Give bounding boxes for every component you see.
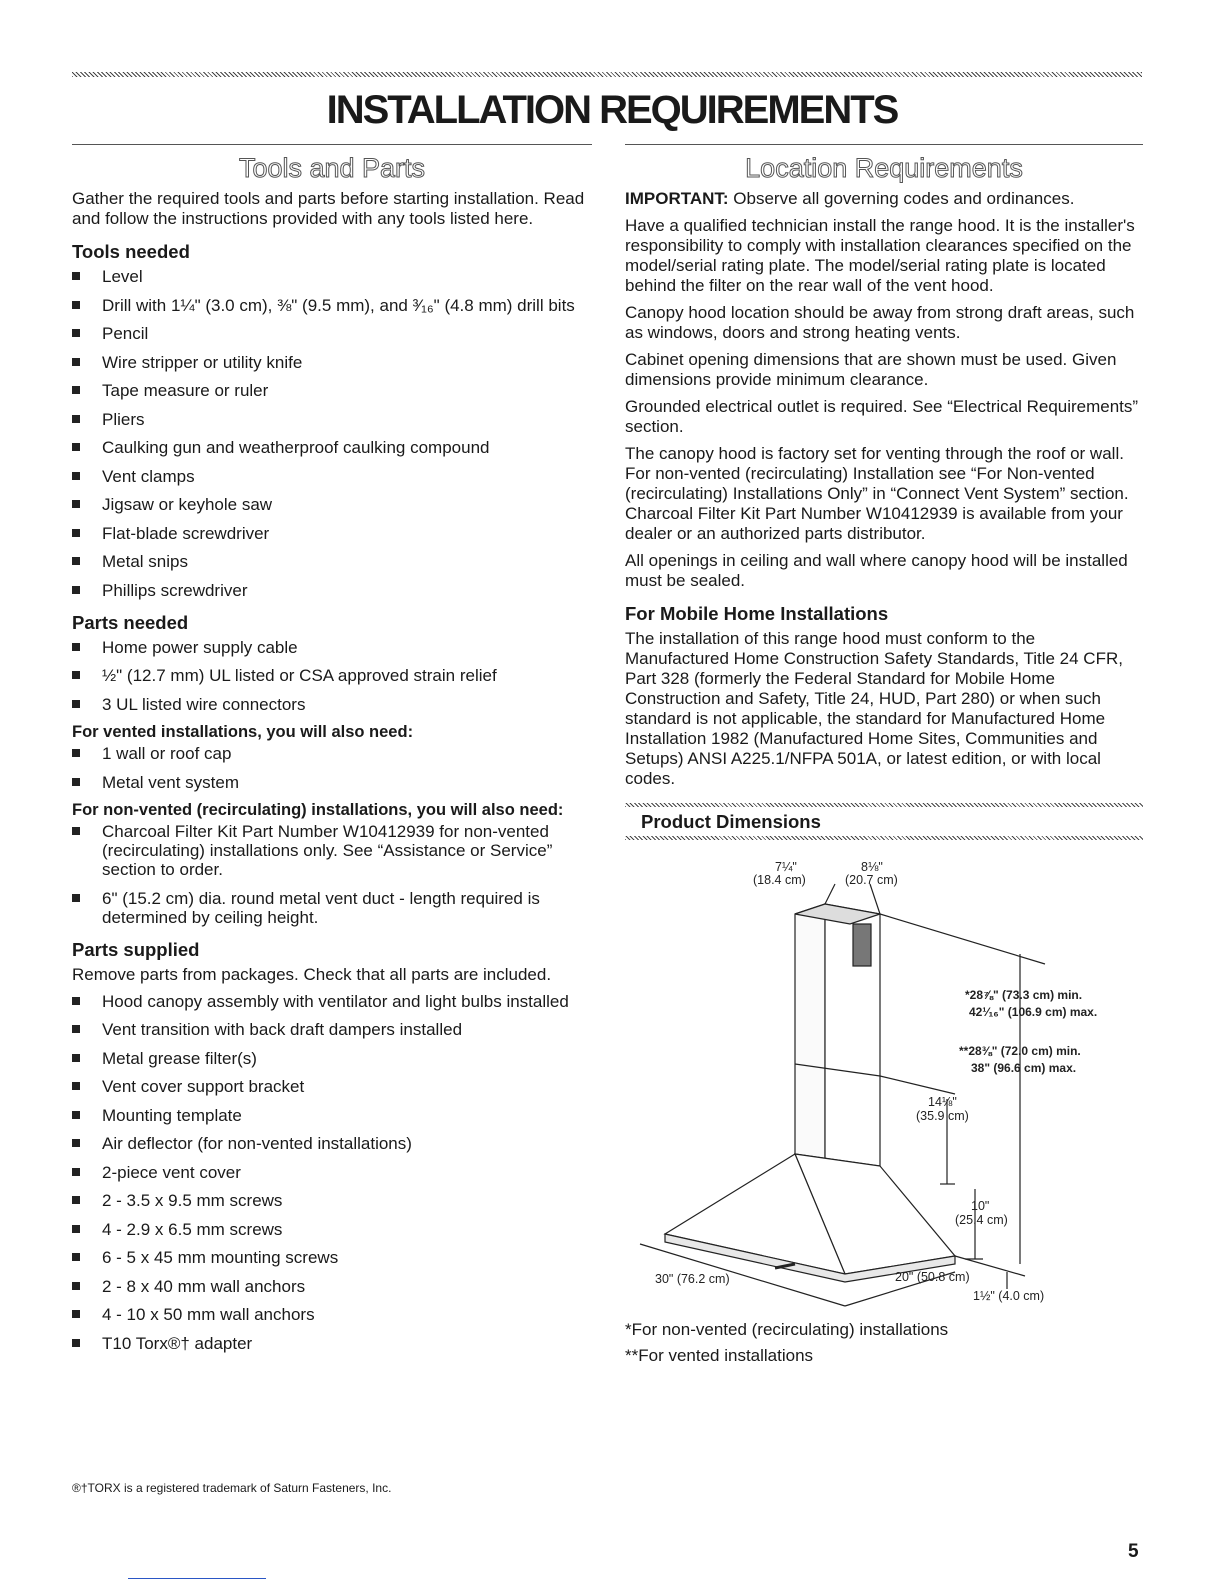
location-paragraph: Have a qualified technician install the range hood. It is the installer's responsibility to comply with installation clearances specified on the model/serial rating plate. The model/serial rating plate is located behind the filter on the rear wall of the vent hood. [625, 216, 1135, 295]
product-dimensions-section [625, 803, 1143, 1366]
part-needed-item: ½" (12.7 mm) UL listed or CSA approved strain relief [72, 666, 592, 685]
chimney-width-cm: (20.7 cm) [845, 873, 898, 887]
tools-needed-heading: Tools needed [72, 241, 190, 262]
supplied-part-item: 6 - 5 x 45 mm mounting screws [72, 1248, 592, 1267]
product-dimensions-title: Product Dimensions [641, 811, 821, 832]
canopy-height-in: 14⅛" [928, 1095, 957, 1109]
range-hood-dimension-diagram [625, 844, 1143, 1314]
nonvented-max-label: 42¹⁄₁₆" (106.9 cm) max. [969, 1005, 1098, 1019]
diagram-footnotes [625, 1320, 1143, 1366]
hatch-rule [625, 836, 1143, 840]
tool-item: Pliers [72, 410, 592, 429]
tool-item: Tape measure or ruler [72, 381, 592, 400]
supplied-part-item: 2 - 8 x 40 mm wall anchors [72, 1277, 592, 1296]
tool-item: Flat-blade screwdriver [72, 524, 592, 543]
tools-intro: Gather the required tools and parts before starting installation. Read and follow the instructions provided with any tools listed here. [72, 189, 585, 228]
location-paragraph: Cabinet opening dimensions that are shown must be used. Given dimensions provide minimum clearance. [625, 350, 1117, 389]
nonvented-needs-list [72, 822, 592, 927]
page-number: 5 [1128, 1541, 1139, 1562]
important-text: Observe all governing codes and ordinances. [728, 189, 1075, 208]
chimney-depth-cm: (18.4 cm) [753, 873, 806, 887]
nonvented-min-label: *28⅞" (73.3 cm) min. [965, 988, 1083, 1002]
chimney-width-in: 8⅛" [861, 860, 883, 874]
important-note [625, 189, 1143, 209]
nonvented-part-item: Charcoal Filter Kit Part Number W10412939 for non-vented (recirculating) installations only. See “Assistance or Service” section to order. [72, 822, 592, 879]
top-hatch-rule [72, 72, 1142, 77]
vented-part-item: Metal vent system [72, 773, 592, 792]
parts-supplied-list [72, 992, 592, 1353]
footnote-nonvented: *For non-vented (recirculating) installations [625, 1320, 949, 1339]
vented-max-label: 38" (96.6 cm) max. [971, 1061, 1077, 1075]
nonvented-part-item: 6" (15.2 cm) dia. round metal vent duct - length required is determined by ceiling height. [72, 889, 592, 927]
page-title: INSTALLATION REQUIREMENTS [326, 88, 898, 132]
tool-item: Jigsaw or keyhole saw [72, 495, 592, 514]
mobile-home-text: The installation of this range hood must conform to the Manufactured Home Construction Safety Standards, Title 24 CFR, Part 328 (formerly the Federal Standard for Mobile Home Construction and Safety, Title 24, HUD, Part 280) or when such standard is not applicable, the standard for Manufactured Home Installation 1982 (Manufactured Home Sites, Communities and Setups) ANSI A225.1/NFPA 501A, or latest edition, or with local codes. [625, 629, 1123, 788]
location-paragraph: All openings in ceiling and wall where canopy hood will be installed must be sealed. [625, 551, 1128, 590]
chimney-depth-in: 7¼" [775, 860, 797, 874]
tools-and-parts-column [72, 144, 592, 1362]
vented-part-item: 1 wall or roof cap [72, 744, 592, 763]
tool-item: Vent clamps [72, 467, 592, 486]
tool-item: Pencil [72, 324, 592, 343]
important-label: IMPORTANT: [625, 189, 729, 208]
supplied-part-item: 2 - 3.5 x 9.5 mm screws [72, 1191, 592, 1210]
tool-item: Phillips screwdriver [72, 581, 592, 600]
parts-supplied-intro: Remove parts from packages. Check that all parts are included. [72, 964, 552, 984]
tool-item: Metal snips [72, 552, 592, 571]
supplied-part-item: T10 Torx®† adapter [72, 1334, 592, 1353]
parts-needed-list [72, 638, 592, 714]
front-height-in: 10" [971, 1199, 990, 1213]
supplied-part-item: Mounting template [72, 1106, 592, 1125]
vent-grille [853, 924, 871, 966]
front-height-cm: (25.4 cm) [955, 1213, 1008, 1227]
parts-supplied-heading: Parts supplied [72, 938, 200, 960]
supplied-part-item: 2-piece vent cover [72, 1163, 592, 1182]
width-label: 30" (76.2 cm) [655, 1272, 730, 1286]
part-needed-item: Home power supply cable [72, 638, 592, 657]
vented-min-label: **28⅜" (72.0 cm) min. [959, 1044, 1081, 1058]
tool-item: Caulking gun and weatherproof caulking compound [72, 438, 592, 457]
location-paragraphs [625, 216, 1143, 591]
tool-item: Wire stripper or utility knife [72, 353, 592, 372]
rim-label: 1½" (4.0 cm) [973, 1289, 1045, 1303]
depth-label: 20" (50.8 cm) [895, 1270, 970, 1284]
supplied-part-item: Metal grease filter(s) [72, 1049, 592, 1068]
hatch-rule [625, 803, 1143, 807]
part-needed-item: 3 UL listed wire connectors [72, 695, 592, 714]
tool-item: Level [72, 267, 592, 286]
location-requirements-title: Location Requirements [745, 153, 1023, 183]
tool-item: Drill with 1¼" (3.0 cm), ⅜" (9.5 mm), and ³⁄₁₆" (4.8 mm) drill bits [72, 296, 592, 315]
column-rule [72, 144, 592, 145]
parts-needed-heading: Parts needed [72, 611, 189, 633]
nonvented-needs-heading: For non-vented (recirculating) installations, you will also need: [72, 801, 564, 819]
supplied-part-item: 4 - 2.9 x 6.5 mm screws [72, 1220, 592, 1239]
supplied-part-item: 4 - 10 x 50 mm wall anchors [72, 1305, 592, 1324]
vented-needs-heading: For vented installations, you will also need: [72, 723, 414, 741]
supplied-part-item: Air deflector (for non-vented installations) [72, 1134, 592, 1153]
vented-needs-list [72, 744, 592, 792]
location-paragraph: Canopy hood location should be away from strong draft areas, such as windows, doors and strong heating vents. [625, 303, 1135, 342]
canopy-height-cm: (35.9 cm) [916, 1109, 969, 1123]
supplied-part-item: Vent cover support bracket [72, 1077, 592, 1096]
location-paragraph: Grounded electrical outlet is required. See “Electrical Requirements” section. [625, 397, 1139, 436]
tools-and-parts-title: Tools and Parts [238, 153, 426, 183]
bottom-link-line [128, 1578, 266, 1579]
footnote-vented: **For vented installations [625, 1346, 814, 1365]
supplied-part-item: Hood canopy assembly with ventilator and light bulbs installed [72, 992, 592, 1011]
mobile-home-heading: For Mobile Home Installations [625, 603, 889, 624]
location-requirements-column [625, 144, 1143, 1372]
trademark-note: ®†TORX is a registered trademark of Saturn Fasteners, Inc. [72, 1481, 392, 1495]
tools-needed-list [72, 267, 592, 600]
location-paragraph: The canopy hood is factory set for venting through the roof or wall. For non-vented (recirculating) Installation see “For Non-vented (recirculating) Installations Only” in “Connect Vent System” section. Charcoal Filter Kit Part Number W10412939 is available from your dealer or an authorized parts distributor. [625, 444, 1129, 543]
supplied-part-item: Vent transition with back draft dampers installed [72, 1020, 592, 1039]
column-rule [625, 144, 1143, 145]
